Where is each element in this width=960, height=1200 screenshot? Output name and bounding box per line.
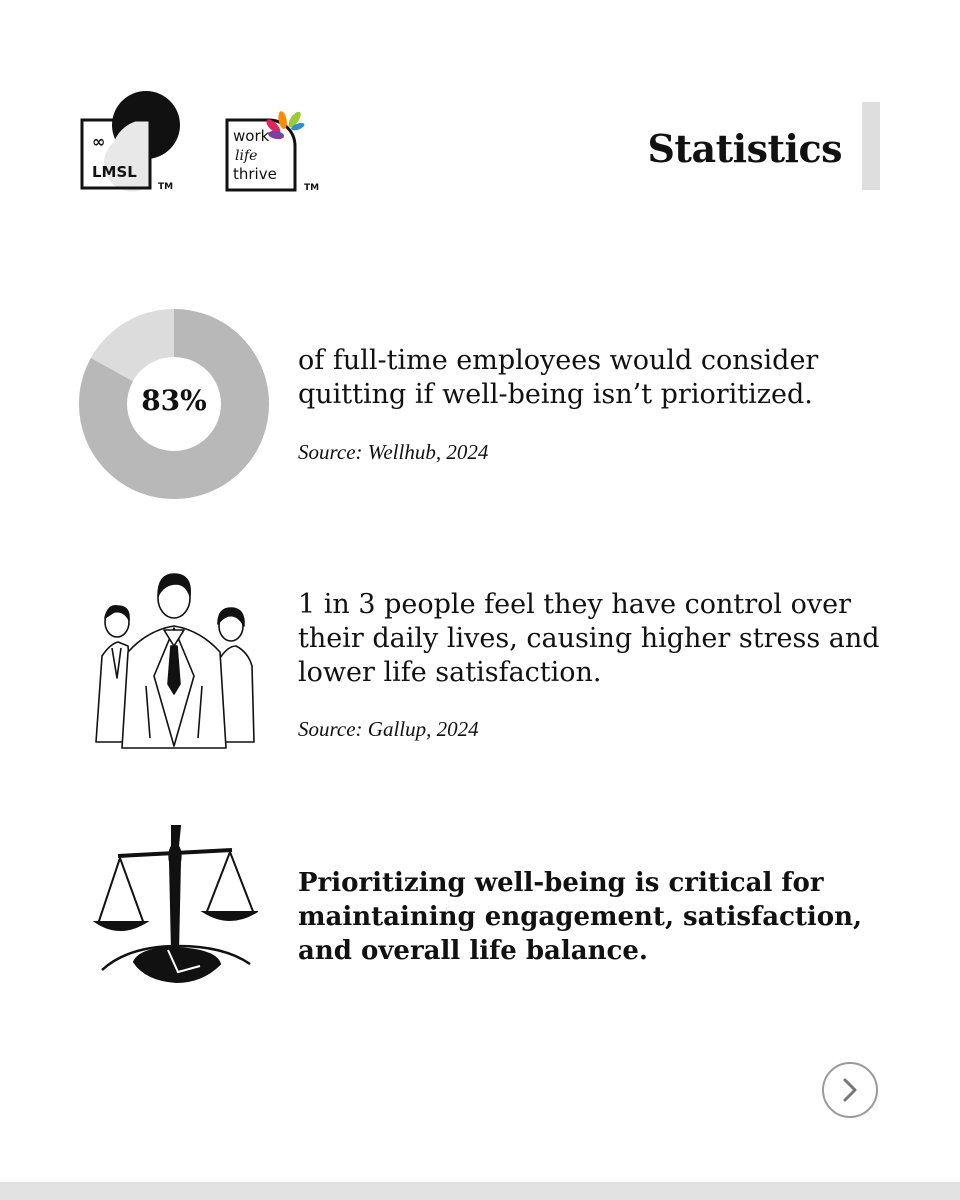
work-life-thrive-logo bbox=[224, 108, 324, 194]
stat2-text: 1 in 3 people feel they have control over their daily lives, causing higher stress and lower life satisfaction. bbox=[298, 589, 880, 688]
logo-word-life: life bbox=[235, 148, 258, 164]
lmsl-logo bbox=[78, 88, 188, 194]
stat1-text: of full-time employees would consider quitting if well-being isn’t prioritized. bbox=[298, 345, 819, 410]
lmsl-trademark: TM bbox=[158, 182, 174, 192]
business-people-illustration bbox=[88, 566, 260, 756]
wlt-trademark: TM bbox=[304, 183, 320, 193]
logo-word-thrive: thrive bbox=[233, 165, 277, 183]
logo-word-work: work bbox=[233, 127, 270, 145]
bottom-bar bbox=[0, 1182, 960, 1200]
chevron-right-icon bbox=[838, 1076, 862, 1104]
balance-scale-illustration bbox=[92, 822, 258, 988]
conclusion-text: Prioritizing well-being is critical for maintaining engagement, satisfaction, and overall life balance. bbox=[298, 868, 863, 966]
next-button[interactable] bbox=[822, 1062, 878, 1118]
stat2-source: Source: Gallup, 2024 bbox=[298, 717, 479, 741]
stat1-source: Source: Wellhub, 2024 bbox=[298, 440, 489, 464]
title-accent-bar bbox=[862, 102, 880, 190]
page-title: Statistics bbox=[647, 126, 842, 171]
donut-percent-label: 83% bbox=[141, 384, 207, 417]
lmsl-text: LMSL bbox=[92, 163, 137, 181]
lmsl-symbol: ∞ bbox=[92, 132, 106, 151]
